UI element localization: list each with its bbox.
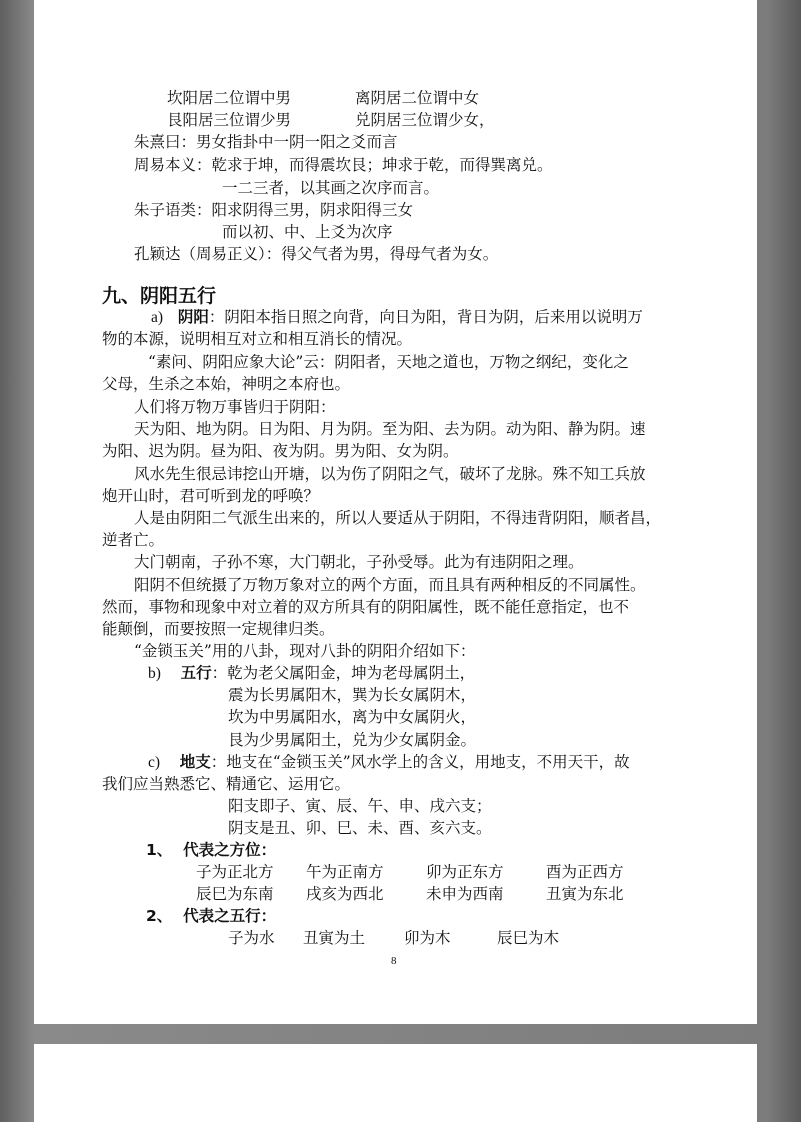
direction-item: 未申为西南 xyxy=(426,885,504,903)
para-tian-1: 天为阳、地为阴。日为阳、月为阴。至为阳、去为阴。动为阳、静为阴。速 xyxy=(134,420,646,438)
wuxing-item: 辰巳为木 xyxy=(497,929,560,947)
item-c-title: 地支 xyxy=(179,753,211,771)
item-b-line-2: 震为长男属阳木，巽为长女属阴木， xyxy=(228,686,477,704)
suwen-line-2: 父母，生杀之本始，神明之本府也。 xyxy=(102,375,351,393)
quote-zhuxi: 朱熹曰：男女指卦中一阴一阳之爻而言 xyxy=(134,133,398,151)
sub-heading-wuxing xyxy=(146,906,276,926)
item-c-line-1 xyxy=(148,752,630,773)
para-jinsuo: “金锁玉关”用的八卦，现对八卦的阴阳介绍如下： xyxy=(134,642,476,660)
next-document-page xyxy=(34,1044,757,1122)
wuxing-item: 卯为木 xyxy=(404,929,451,947)
sub-heading-direction-number: 1、 xyxy=(146,841,173,859)
direction-item: 酉为正西方 xyxy=(546,863,624,881)
sub-heading-wuxing-title: 代表之五行： xyxy=(183,907,277,925)
item-c-text-1: ：地支在“金锁玉关”风水学上的含义，用地支，不用天干，故 xyxy=(210,753,630,771)
para-fengshui-2: 炮开山时，君可听到龙的呼唤？ xyxy=(102,487,320,505)
direction-item: 辰巳为东南 xyxy=(196,885,274,903)
yin-zhi: 阴支是丑、卯、巳、未、酉、亥六支。 xyxy=(228,819,492,837)
item-c-line-2: 我们应当熟悉它、精通它、运用它。 xyxy=(102,775,351,793)
direction-item: 午为正南方 xyxy=(306,863,384,881)
item-c-marker: c) xyxy=(148,754,161,771)
para-tian-2: 为阳、迟为阴。昼为阳、夜为阴。男为阳、女为阴。 xyxy=(102,442,459,460)
para-yinyang-3: 能颠倒，而要按照一定规律归类。 xyxy=(102,620,335,638)
quote-zhouyi-2: 一二三者，以其画之次序而言。 xyxy=(222,179,440,197)
item-a-text-1: ：阴阳本指日照之向背，向日为阳，背日为阴，后来用以说明万 xyxy=(208,308,643,326)
quote-zhouyi-1: 周易本义：乾求于坤，而得震坎艮；坤求于乾，而得巽离兑。 xyxy=(134,156,553,174)
item-b-title: 五行 xyxy=(180,664,212,682)
quote-kong: 孔颖达（周易正义）：得父气者为男，得母气者为女。 xyxy=(134,245,499,263)
para-yinyang-1: 阳阴不但统摄了万物万象对立的两个方面，而且具有两种相反的不同属性。 xyxy=(134,576,646,594)
sub-heading-direction xyxy=(146,840,276,860)
sub-heading-wuxing-number: 2、 xyxy=(146,907,173,925)
wuxing-item: 丑寅为土 xyxy=(303,929,366,947)
direction-item: 卯为正东方 xyxy=(426,863,504,881)
section-heading: 九、阴阳五行 xyxy=(102,285,217,307)
yang-zhi: 阳支即子、寅、辰、午、申、戌六支； xyxy=(228,797,492,815)
para-ren-2: 逆者亡。 xyxy=(102,531,165,549)
item-a-line-1 xyxy=(151,307,643,328)
gua-gen: 艮阳居三位谓少男 xyxy=(167,111,292,129)
suwen-line-1: “素问、阴阳应象大论”云：阴阳者，天地之道也，万物之纲纪，变化之 xyxy=(148,353,629,371)
gua-kan: 坎阳居二位谓中男 xyxy=(167,89,292,107)
quote-zhuzi-1: 朱子语类：阳求阴得三男，阴求阳得三女 xyxy=(134,201,414,219)
para-yinyang-2: 然而，事物和现象中对立着的双方所具有的阴阳属性，既不能任意指定，也不 xyxy=(102,598,630,616)
item-a-title: 阴阳 xyxy=(177,308,209,326)
page-number: 8 xyxy=(391,955,397,967)
item-b-line-1 xyxy=(148,663,475,684)
item-a-line-2: 物的本源，说明相互对立和相互消长的情况。 xyxy=(102,330,413,348)
gua-li: 离阴居二位谓中女 xyxy=(355,89,480,107)
sub-heading-direction-title: 代表之方位： xyxy=(183,841,277,859)
item-b-text-1: ：乾为老父属阳金，坤为老母属阴土， xyxy=(211,664,476,682)
item-b-line-3: 坎为中男属阳水，离为中女属阴火， xyxy=(228,708,477,726)
para-ren-1: 人是由阴阳二气派生出来的，所以人要适从于阴阳，不得违背阴阳，顺者昌， xyxy=(134,509,662,527)
para-fengshui-1: 风水先生很忌讳挖山开塘，以为伤了阴阳之气，破坏了龙脉。殊不知工兵放 xyxy=(134,465,646,483)
para-damen: 大门朝南，子孙不寒，大门朝北，子孙受辱。此为有违阴阳之理。 xyxy=(134,553,584,571)
item-a-marker: a) xyxy=(151,309,164,326)
gua-dui: 兑阴居三位谓少女， xyxy=(355,111,495,129)
wuxing-item: 子为水 xyxy=(228,929,275,947)
direction-item: 子为正北方 xyxy=(196,863,274,881)
para-renmen: 人们将万物万事皆归于阴阳： xyxy=(134,398,336,416)
quote-zhuzi-2: 而以初、中、上爻为次序 xyxy=(222,223,393,241)
item-b-line-4: 艮为少男属阳土，兑为少女属阴金。 xyxy=(228,731,477,749)
direction-item: 戌亥为西北 xyxy=(306,885,384,903)
direction-item: 丑寅为东北 xyxy=(546,885,624,903)
item-b-marker: b) xyxy=(148,665,161,682)
